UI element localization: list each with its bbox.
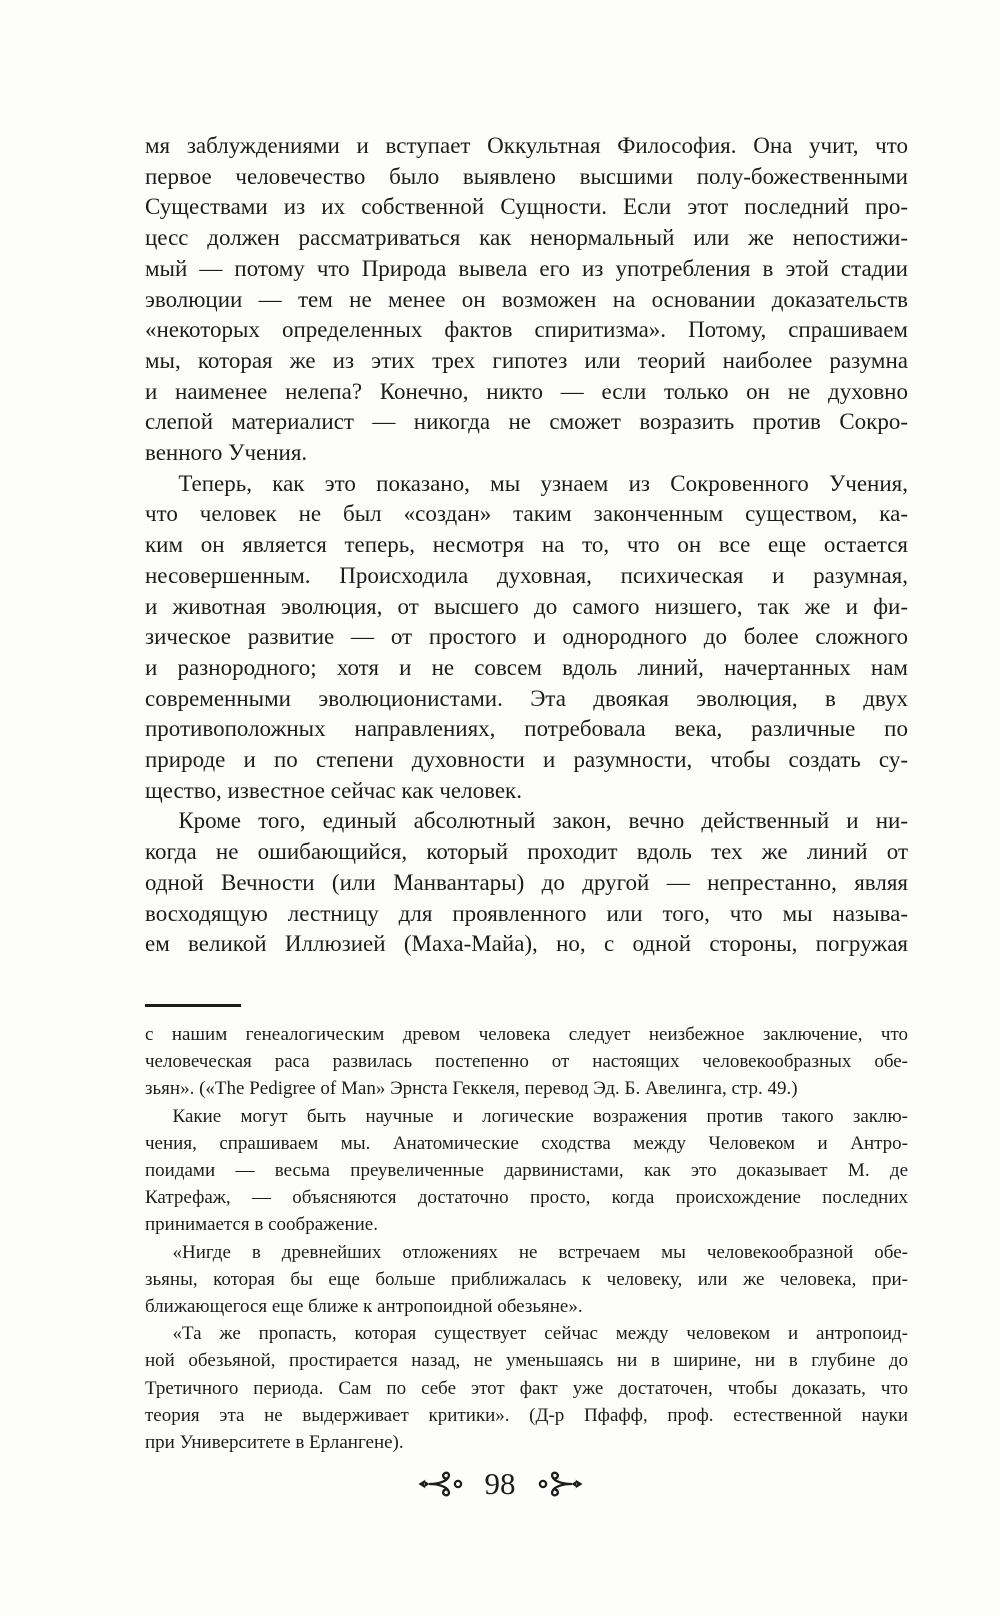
text-line: природе и по степени духовности и разумности, чтобы создать су- bbox=[145, 747, 908, 773]
text-line: с нашим генеалогическим древом человека следует неизбежное заключение, что bbox=[145, 1024, 908, 1045]
text-line: Третичного периода. Сам по себе этот факт уже достаточен, чтобы доказать, что bbox=[145, 1377, 908, 1399]
main-text-block bbox=[145, 131, 908, 960]
text-line: Теперь, как это показано, мы узнаем из Сокровенного Учения, bbox=[178, 470, 908, 496]
text-line: зическое развитие — от простого и однородного до более сложного bbox=[145, 624, 908, 650]
text-line: зьян». («The Pedigree of Man» Эрнста Геккеля, перевод Эд. Б. Авелинга, стр. 49.) bbox=[145, 1078, 798, 1100]
fleuron-left-icon bbox=[417, 1470, 463, 1498]
text-line: ближающегося еще ближе к антропоидной обезьяне». bbox=[145, 1296, 583, 1318]
fleuron-right-icon bbox=[538, 1470, 584, 1498]
text-line: когда не ошибающийся, который проходит вдоль тех же линий от bbox=[145, 839, 908, 865]
text-line: Какие могут быть научные и логические возражения против такого заклю- bbox=[172, 1105, 908, 1127]
text-line: современными эволюционистами. Эта двоякая эволюция, в двух bbox=[145, 685, 908, 711]
text-line: цесс должен рассматриваться как ненормальный или же непостижи- bbox=[145, 225, 908, 251]
text-line: и наименее нелепа? Конечно, никто — если только он не духовно bbox=[145, 378, 908, 404]
text-line: Существами из их собственной Сущности. Если этот последний про- bbox=[145, 194, 908, 220]
text-line: восходящую лестницу для проявленного или того, что мы называ- bbox=[145, 900, 908, 926]
footnote-separator bbox=[145, 1004, 241, 1007]
text-line: щество, известное сейчас как человек. bbox=[145, 777, 522, 803]
text-line: Кроме того, единый абсолютный закон, вечно действенный и ни- bbox=[178, 808, 908, 834]
text-line: ем великой Иллюзией (Маха-Майа), но, с одной стороны, погружая bbox=[145, 931, 908, 957]
text-line: мый — потому что Природа вывела его из употребления в этой стадии bbox=[145, 255, 908, 281]
page-footer bbox=[0, 1466, 1000, 1502]
text-line: эволюции — тем не менее он возможен на основании доказательств bbox=[145, 286, 908, 312]
text-line: мя заблуждениями и вступает Оккультная Философия. Она учит, что bbox=[145, 133, 908, 158]
text-line: теория эта не выдерживает критики». (Д-р Пфафф, проф. естественной науки bbox=[145, 1404, 908, 1426]
text-line: несовершенным. Происходила духовная, психическая и разумная, bbox=[145, 562, 908, 588]
text-line: и животная эволюция, от высшего до самого низшего, так же и фи- bbox=[145, 593, 908, 619]
text-line: Катрефаж, — объясняются достаточно просто, когда происхождение последних bbox=[145, 1187, 908, 1209]
text-line: противоположных направлениях, потребовала века, различные по bbox=[145, 716, 908, 742]
text-line: поидами — весьма преувеличенные дарвинистами, как это доказывает М. де bbox=[145, 1160, 908, 1182]
text-line: мы, которая же из этих трех гипотез или теорий наиболее разумна bbox=[145, 347, 908, 373]
text-line: ной обезьяной, простирается назад, не уменьшаясь ни в ширине, ни в глубине до bbox=[145, 1350, 908, 1372]
text-line: «некоторых определенных фактов спиритизма». Потому, спрашиваем bbox=[145, 317, 908, 343]
text-line: первое человечество было выявлено высшими полу-божественными bbox=[145, 163, 908, 189]
text-line: ким он является теперь, несмотря на то, что он все еще остается bbox=[145, 532, 908, 558]
text-line: одной Вечности (или Манвантары) до другой — непрестанно, являя bbox=[145, 869, 908, 895]
text-line: чения, спрашиваем мы. Анатомические сходства между Человеком и Антро- bbox=[145, 1132, 908, 1154]
text-line: зьяны, которая бы еще больше приближалась к человеку, или же человека, при- bbox=[145, 1268, 908, 1290]
text-line: принимается в соображение. bbox=[145, 1214, 378, 1236]
text-line: «Нигде в древнейших отложениях не встречаем мы человекообразной обе- bbox=[172, 1241, 908, 1263]
text-line: и разнородного; хотя и не совсем вдоль линий, начертанных нам bbox=[145, 654, 908, 680]
footnote-block bbox=[145, 1021, 908, 1456]
text-line: что человек не был «создан» таким законченным существом, ка- bbox=[145, 501, 908, 527]
text-line: «Та же пропасть, которая существует сейчас между человеком и антропоид- bbox=[172, 1323, 908, 1345]
text-line: венного Учения. bbox=[145, 440, 308, 466]
text-line: при Университете в Ерлангене). bbox=[145, 1432, 404, 1454]
text-line: слепой материалист — никогда не сможет возразить против Сокро- bbox=[145, 409, 908, 435]
page-number: 98 bbox=[484, 1466, 516, 1501]
text-line: человеческая раса развилась постепенно от настоящих человекообразных обе- bbox=[145, 1051, 908, 1073]
